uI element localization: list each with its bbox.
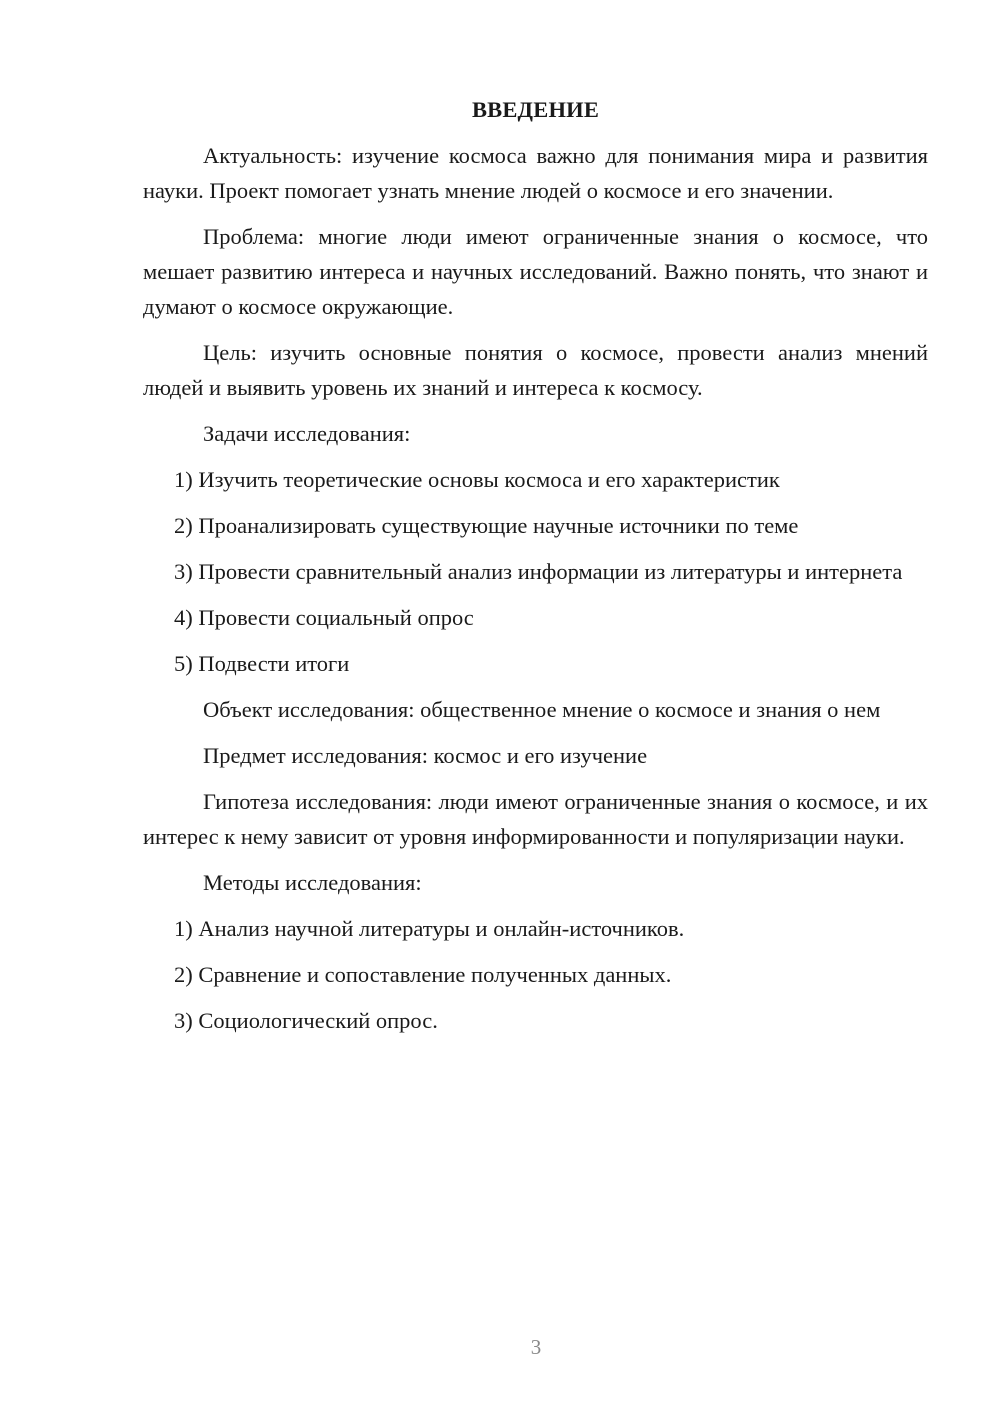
method-item: 3) Социологический опрос. (174, 1008, 438, 1033)
document-page (143, 92, 928, 1049)
paragraph-relevance: Актуальность: изучение космоса важно для понимания мира и развития науки. Проект помогает узнать мнение людей о космосе и его значении. (143, 143, 928, 203)
paragraph-hypothesis: Гипотеза исследования: люди имеют ограниченные знания о космосе, и их интерес к нему зависит от уровня информированности и популяризации науки. (143, 789, 928, 849)
task-item: 5) Подвести итоги (174, 651, 350, 676)
paragraph-tasks-heading: Задачи исследования: (203, 421, 411, 446)
task-item: 3) Провести сравнительный анализ информации из литературы и интернета (174, 559, 903, 584)
method-item: 2) Сравнение и сопоставление полученных данных. (174, 962, 672, 987)
section-title: ВВЕДЕНИЕ (471, 97, 600, 122)
task-item: 1) Изучить теоретические основы космоса и его характеристик (174, 467, 780, 492)
method-item: 1) Анализ научной литературы и онлайн-источников. (174, 916, 685, 941)
task-item: 2) Проанализировать существующие научные источники по теме (174, 513, 799, 538)
task-item: 4) Провести социальный опрос (174, 605, 474, 630)
page-number: 3 (530, 1335, 542, 1359)
paragraph-methods-heading: Методы исследования: (203, 870, 422, 895)
paragraph-problem: Проблема: многие люди имеют ограниченные знания о космосе, что мешает развитию интереса и научных исследований. Важно понять, что знают и думают о космосе окружающие. (143, 224, 928, 319)
paragraph-goal: Цель: изучить основные понятия о космосе, провести анализ мнений людей и выявить уровень их знаний и интереса к космосу. (143, 340, 928, 400)
paragraph-subject: Предмет исследования: космос и его изучение (203, 743, 648, 768)
paragraph-object: Объект исследования: общественное мнение о космосе и знания о нем (203, 697, 881, 722)
